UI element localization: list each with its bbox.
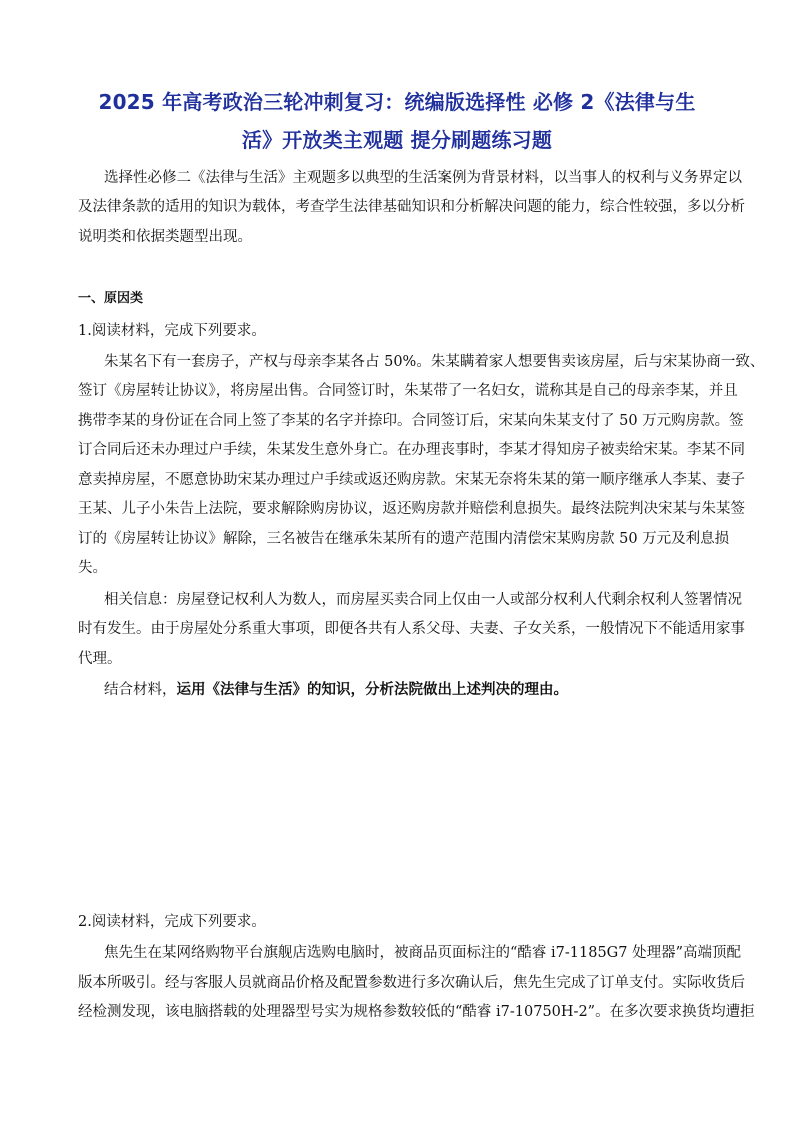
q1-material-line-4: 订合同后还未办理过户手续，朱某发生意外身亡。在办理丧事时，李某才得知房子被卖给宋某。李某不同 xyxy=(78,442,745,458)
section-heading-reasons: 一、原因类 xyxy=(78,291,144,306)
q1-material-line-7: 订的《房屋转让协议》解除，三名被告在继承朱某所有的遗产范围内清偿宋某购房款 50 万元及利息损 xyxy=(78,531,730,547)
q2-material-line-2: 版本所吸引。经与客服人员就商品价格及配置参数进行多次确认后，焦先生完成了订单支付。实际收货后 xyxy=(78,975,745,991)
q2-material-line-3: 经检测发现，该电脑搭载的处理器型号实为规格参数较低的“酷睿 i7-10750H-2”。在多次要求换货均遭拒 xyxy=(78,1004,755,1020)
q1-task-bold: 运用《法律与生活》的知识，分析法院做出上述判决的理由。 xyxy=(176,681,568,698)
q1-material-line-8: 失。 xyxy=(78,560,107,576)
intro-line-1: 选择性必修二《法律与生活》主观题多以典型的生活案例为背景材料，以当事人的权利与义务界定以 xyxy=(104,170,742,186)
q1-material-line-6: 王某、儿子小朱告上法院，要求解除购房协议，返还购房款并赔偿利息损失。最终法院判决宋某与朱某签 xyxy=(78,501,745,517)
q1-related-line-2: 时有发生。由于房屋处分系重大事项，即便各共有人系父母、夫妻、子女关系，一般情况下不能适用家事 xyxy=(78,621,745,637)
q1-material-line-2: 签订《房屋转让协议》，将房屋出售。合同签订时，朱某带了一名妇女，谎称其是自己的母亲李某，并且 xyxy=(78,383,738,399)
document-title-line-2: 活》开放类主观题 提分刷题练习题 xyxy=(241,128,553,152)
intro-line-2: 及法律条款的适用的知识为载体，考查学生法律基础知识和分析解决问题的能力，综合性较强，多以分析 xyxy=(78,199,745,215)
question-1-instruction: 1.阅读材料，完成下列要求。 xyxy=(78,323,266,339)
question-2-instruction: 2.阅读材料，完成下列要求。 xyxy=(78,914,266,930)
q1-task-prefix: 结合材料， xyxy=(104,682,177,698)
q1-material-line-1: 朱某名下有一套房子，产权与母亲李某各占 50%。朱某瞒着家人想要售卖该房屋，后与宋某协商一致、 xyxy=(104,354,765,370)
q1-task xyxy=(104,680,720,700)
q1-material-line-5: 意卖掉房屋，不愿意协助宋某办理过户手续或返还购房款。宋某无奈将朱某的第一顺序继承人李某、妻子 xyxy=(78,472,745,488)
document-title-line-1: 2025 年高考政治三轮冲刺复习：统编版选择性 必修 2《法律与生 xyxy=(98,90,696,114)
q1-related-line-1: 相关信息：房屋登记权利人为数人，而房屋买卖合同上仅由一人或部分权利人代剩余权利人签署情况 xyxy=(104,592,742,608)
q1-related-line-3: 代理。 xyxy=(78,651,122,667)
intro-line-3: 说明类和依据类题型出现。 xyxy=(78,229,252,245)
q2-material-line-1: 焦先生在某网络购物平台旗舰店选购电脑时，被商品页面标注的“酷睿 i7-1185G7 处理器”高端顶配 xyxy=(104,945,742,961)
q1-material-line-3: 携带李某的身份证在合同上签了李某的名字并捺印。合同签订后，宋某向朱某支付了 50 万元购房款。签 xyxy=(78,413,744,429)
